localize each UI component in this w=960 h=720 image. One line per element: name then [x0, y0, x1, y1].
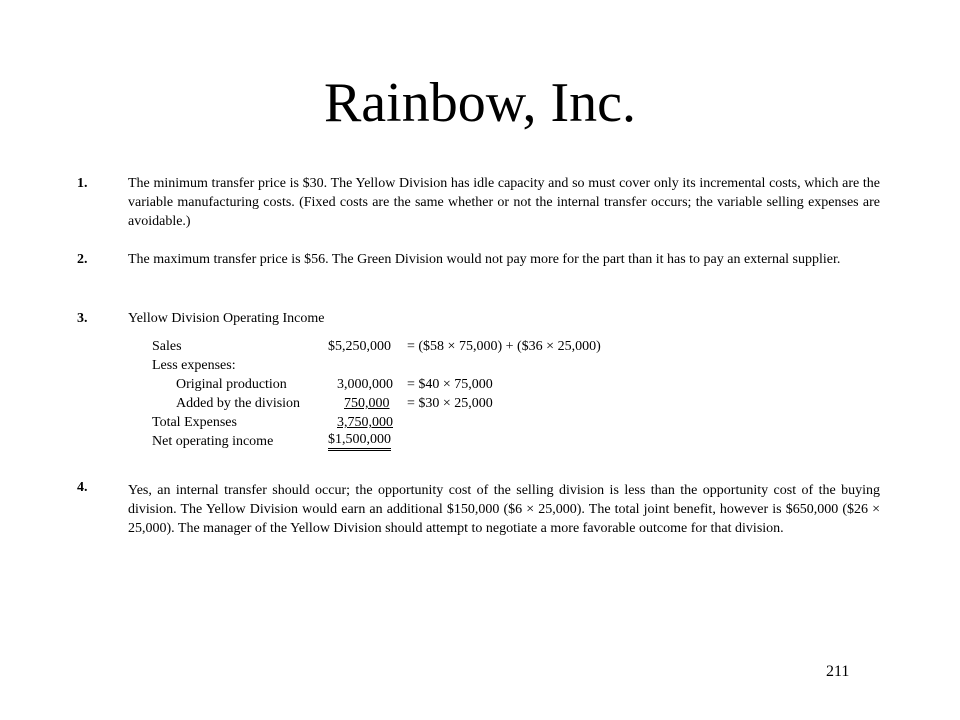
- net-operating-income-amount: $1,500,000: [328, 432, 391, 451]
- net-operating-income-label: Net operating income: [152, 434, 274, 449]
- added-by-division-amount: 750,000: [344, 396, 390, 411]
- original-production-formula: = $40 × 75,000: [407, 377, 493, 392]
- page-number: 211: [826, 663, 850, 680]
- total-expenses-label: Total Expenses: [152, 415, 237, 430]
- answer-4-text: Yes, an internal transfer should occur; the opportunity cost of the selling division is less than the opportunity cost of the buying division. The Yellow Division would earn an additional $150,000 ($6 × 25,000). The total joint benefit, however is $650,000 ($26 × 25,000). The manager of the Yellow Division should attempt to negotiate a more favorable outcome for that division.: [128, 483, 880, 536]
- answer-2-text: The maximum transfer price is $56. The Green Division would not pay more for the part than it has to pay an external supplier.: [128, 252, 841, 267]
- sales-amount: $5,250,000: [328, 339, 391, 354]
- total-expenses-amount: 3,750,000: [337, 415, 393, 430]
- slide-title: Rainbow, Inc.: [323, 72, 637, 134]
- original-production-amount: 3,000,000: [337, 377, 393, 392]
- question-number-1: 1.: [77, 176, 88, 191]
- question-number-4: 4.: [77, 480, 88, 495]
- answer-1-text: The minimum transfer price is $30. The Yellow Division has idle capacity and so must cover only its incremental costs, which are the variable manufacturing costs. (Fixed costs are the same whether or not the internal transfer occurs; the variable selling expenses are avoidable.): [128, 176, 880, 229]
- question-number-2: 2.: [77, 252, 88, 267]
- question-number-3: 3.: [77, 311, 88, 326]
- sales-label: Sales: [152, 339, 182, 354]
- added-by-division-label: Added by the division: [176, 396, 301, 411]
- added-by-division-formula: = $30 × 25,000: [407, 396, 493, 411]
- answer-3-heading: Yellow Division Operating Income: [128, 311, 325, 326]
- sales-formula: = ($58 × 75,000) + ($36 × 25,000): [407, 339, 601, 354]
- original-production-label: Original production: [176, 377, 287, 392]
- less-expenses-label: Less expenses:: [152, 358, 236, 373]
